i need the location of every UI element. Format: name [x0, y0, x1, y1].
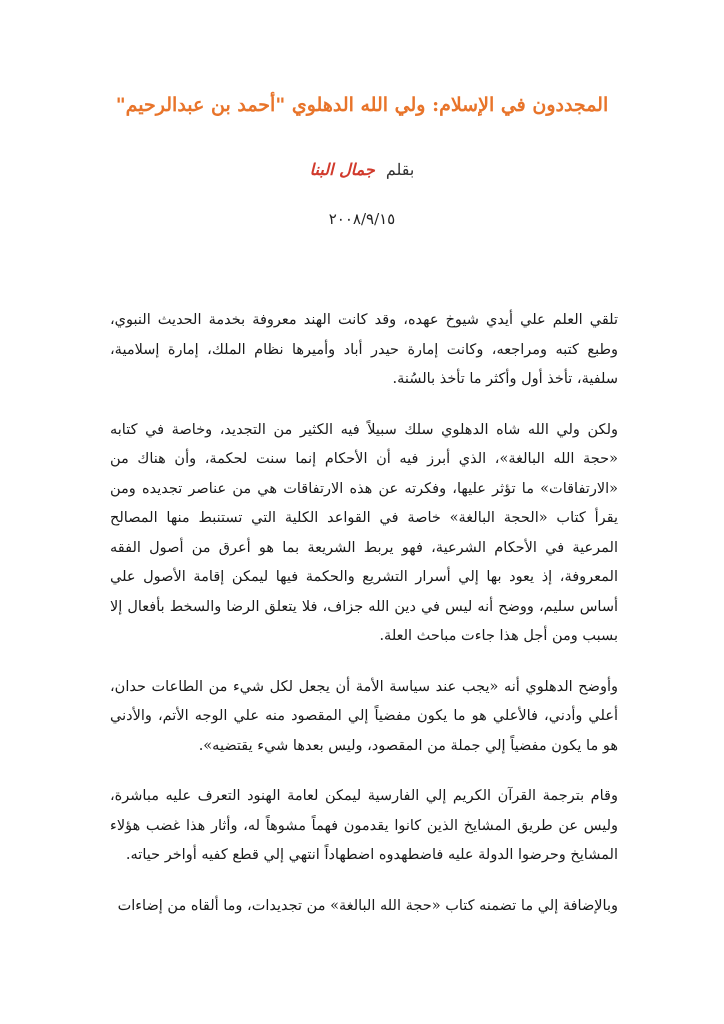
byline: [60, 156, 664, 184]
publication-date: ٢٠٠٨/٩/١٥: [328, 210, 396, 228]
byline-label: بقلم: [385, 160, 415, 179]
paragraph: وبالإضافة إلي ما تضمنه كتاب «حجة الله البالغة» من تجديدات، وما ألقاه من إضاءات: [117, 897, 618, 914]
paragraph: وقام بترجمة القرآن الكريم إلي الفارسية ليمكن لعامة الهنود التعرف عليه مباشرة، وليس عن طريق المشايخ الذين كانوا يقدمون فهماً مشوهاً له، وأثار هذا غضب هؤلاء المشايخ وحرضوا الدولة عليه فاضطهدوه اضطهاداً انتهي إلي قطع كفيه أواخر حياته.: [110, 788, 618, 863]
paragraph: ولكن ولي الله شاه الدهلوي سلك سبيلاً فيه الكثير من التجديد، وخاصة في كتابه «حجة الله البالغة»، الذي أبرز فيه أن الأحكام إنما سنت لحكمة، وأن هناك من «الارتفاقات» ما تؤثر عليها، وفكرته عن هذه الارتفاقات هي من عناصر تجديده ومن يقرأ كتاب «الحجة البالغة» خاصة في القواعد الكلية التي تستنبط منها المصالح المرعية في الأحكام الشرعية، فهو يربط الشريعة بما هو أعرق من أصول الفقه المعروفة، إذ يعود بها إلي أسرار التشريع والحكمة فيها ليمكن إقامة الأصول علي أساس سليم، ووضح أنه ليس في دين الله جزاف، فلا يتعلق الرضا والسخط بأفعال إلا بسبب ومن أجل هذا جاءت مباحث العلة.: [110, 421, 618, 644]
article-title: المجددون في الإسلام: ولي الله الدهلوي "أحمد بن عبدالرحيم": [115, 94, 609, 116]
paragraph: تلقي العلم علي أيدي شيوخ عهده، وقد كانت الهند معروفة بخدمة الحديث النبوي، وطبع كتبه ومراجعه، وكانت إمارة حيدر أباد وأميرها نظام الملك، إمارة إسلامية، سلفية، تأخذ أول وأكثر ما تأخذ بالسُنة.: [110, 312, 618, 387]
article-body: [110, 306, 618, 921]
paragraph: وأوضح الدهلوي أنه «يجب عند سياسة الأمة أن يجعل لكل شيء من الطاعات حدان، أعلي وأدني، فالأعلي هو ما يكون مفضياً إلي المقصود منه علي الوجه الأتم، والأدني هو ما يكون مفضياً إلي جملة من المقصود، وليس بعدها شيء يقتضيه».: [110, 678, 618, 754]
author-name: جمال البنا: [309, 160, 375, 179]
